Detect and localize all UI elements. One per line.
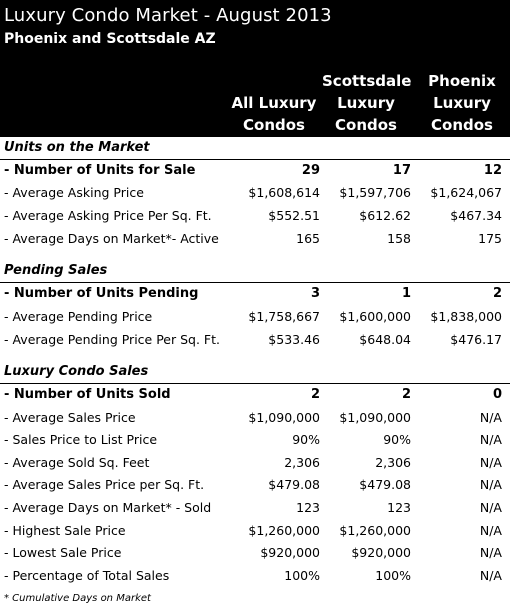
section-divider [0,282,510,283]
cell-all-luxury: $1,260,000 [248,523,320,538]
cell-scottsdale: $1,597,706 [339,185,411,200]
table-row [0,523,510,545]
cell-scottsdale: $612.62 [359,208,411,223]
cell-phoenix: 2 [492,286,502,301]
column-header-line: Scottsdale [322,72,412,90]
cell-phoenix: 12 [483,163,502,178]
cell-scottsdale: 90% [383,432,411,447]
cell-phoenix: N/A [479,568,502,583]
footnote: * Cumulative Days on Market [4,593,151,604]
cell-phoenix: $1,624,067 [430,185,502,200]
table-row [0,455,510,477]
cell-phoenix: $467.34 [450,208,502,223]
table-row [0,309,510,331]
cell-phoenix: $476.17 [450,332,502,347]
table-row [0,545,510,567]
row-label: - Number of Units for Sale [4,163,196,178]
cell-all-luxury: 100% [284,568,320,583]
cell-scottsdale: 100% [375,568,411,583]
cell-all-luxury: $1,090,000 [248,410,320,425]
cell-all-luxury: 29 [301,163,320,178]
report-subtitle: Phoenix and Scottsdale AZ [4,31,216,47]
column-header-line: Luxury [433,94,491,112]
cell-scottsdale: $920,000 [351,545,411,560]
table-row [0,410,510,432]
cell-phoenix: 0 [492,387,502,402]
cell-phoenix: $1,838,000 [430,309,502,324]
cell-all-luxury: 2 [310,387,320,402]
table-row [0,432,510,454]
row-label: - Average Sales Price per Sq. Ft. [4,477,205,492]
cell-scottsdale: 2,306 [375,455,411,470]
cell-scottsdale: $648.04 [359,332,411,347]
row-label: - Average Sales Price [4,410,136,425]
cell-phoenix: N/A [479,477,502,492]
cell-all-luxury: $920,000 [260,545,320,560]
row-label: - Number of Units Sold [4,387,171,402]
table-row [0,185,510,207]
column-header-line: Condos [431,116,493,134]
row-label: - Percentage of Total Sales [4,568,170,583]
cell-all-luxury: 90% [292,432,320,447]
cell-phoenix: N/A [479,523,502,538]
table-row [0,332,510,354]
report-title: Luxury Condo Market - August 2013 [4,5,332,26]
cell-all-luxury: $552.51 [268,208,320,223]
table-row [0,208,510,230]
column-header-line: Condos [335,116,397,134]
table-row [0,387,510,409]
cell-scottsdale: $1,260,000 [339,523,411,538]
cell-phoenix: N/A [479,500,502,515]
column-header-phoenix [418,70,506,136]
cell-scottsdale: 17 [392,163,411,178]
table-row [0,286,510,308]
cell-phoenix: N/A [479,545,502,560]
table-row [0,231,510,253]
cell-scottsdale: 158 [387,231,411,246]
cell-all-luxury: $1,758,667 [248,309,320,324]
cell-scottsdale: $1,600,000 [339,309,411,324]
row-label: - Average Pending Price [4,309,153,324]
column-header-scottsdale [322,70,410,136]
cell-scottsdale: 1 [401,286,411,301]
cell-scottsdale: $1,090,000 [339,410,411,425]
column-header-all-luxury [230,70,318,136]
table-row [0,568,510,590]
cell-all-luxury: 123 [296,500,320,515]
cell-phoenix: N/A [479,432,502,447]
cell-scottsdale: 2 [401,387,411,402]
row-label: - Number of Units Pending [4,286,199,301]
table-row [0,500,510,522]
row-label: - Highest Sale Price [4,523,126,538]
cell-all-luxury: 3 [310,286,320,301]
column-header-line: All Luxury [231,94,317,112]
row-label: - Average Days on Market* - Sold [4,500,212,515]
row-label: - Sales Price to List Price [4,432,158,447]
row-label: - Average Asking Price [4,185,144,200]
cell-all-luxury: $1,608,614 [248,185,320,200]
cell-phoenix: 175 [478,231,502,246]
table-row [0,163,510,185]
cell-all-luxury: 165 [296,231,320,246]
cell-all-luxury: $533.46 [268,332,320,347]
section-title-units-on-market: Units on the Market [4,140,150,155]
cell-all-luxury: 2,306 [284,455,320,470]
column-header-line: Luxury [337,94,395,112]
row-label: - Average Asking Price Per Sq. Ft. [4,208,212,223]
section-divider [0,383,510,384]
row-label: - Lowest Sale Price [4,545,122,560]
cell-all-luxury: $479.08 [268,477,320,492]
cell-scottsdale: 123 [387,500,411,515]
section-title-luxury-condo-sales: Luxury Condo Sales [4,364,149,379]
column-header-line: Phoenix [428,72,496,90]
section-divider [0,159,510,160]
table-row [0,477,510,499]
column-header-line: Condos [243,116,305,134]
row-label: - Average Pending Price Per Sq. Ft. [4,332,220,347]
cell-scottsdale: $479.08 [359,477,411,492]
section-title-pending-sales: Pending Sales [4,263,108,278]
cell-phoenix: N/A [479,455,502,470]
row-label: - Average Days on Market*- Active [4,231,219,246]
row-label: - Average Sold Sq. Feet [4,455,150,470]
report-header [0,0,510,137]
cell-phoenix: N/A [479,410,502,425]
